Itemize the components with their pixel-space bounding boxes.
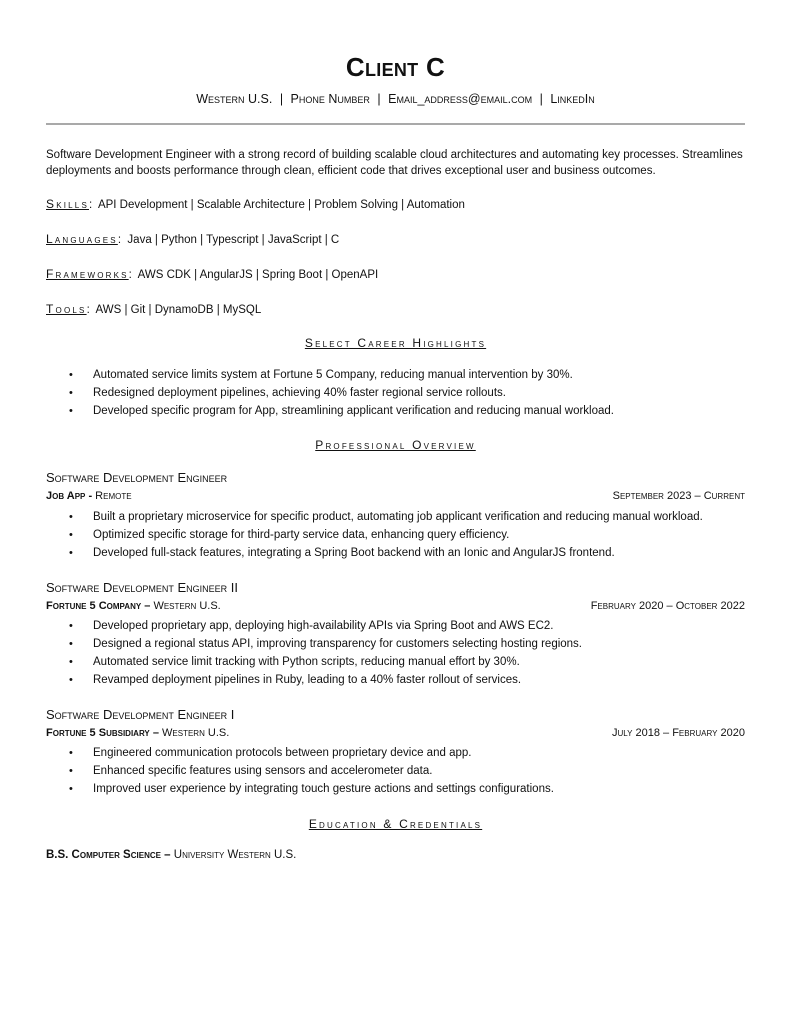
section-title-overview [0, 438, 791, 452]
list-item-text: Automated service limit tracking with Python scripts, reducing manual effort by 30%. [93, 656, 520, 668]
list-item-text: Automated service limits system at Fortune 5 Company, reducing manual intervention by 30%. [93, 369, 573, 381]
bullet-icon: • [69, 369, 73, 381]
education-entry [46, 849, 296, 861]
tools-line: Tools: AWS | Git | DynamoDB | MySQL [46, 302, 262, 316]
bullet-icon: • [69, 405, 73, 417]
job-title: Software Development Engineer [46, 470, 228, 485]
company-text: Job App - [46, 490, 93, 502]
list-item-text: Developed proprietary app, deploying high-availability APIs via Spring Boot and AWS EC2. [93, 620, 554, 632]
list-item [46, 762, 746, 780]
languages-line: Languages: Java | Python | Typescript | JavaScript | C [46, 232, 340, 246]
list-item [46, 617, 746, 635]
school: University Western U.S. [173, 849, 297, 861]
contact-phone: Phone Number [290, 92, 370, 106]
contact-linkedin: LinkedIn [550, 92, 595, 106]
list-item-text: Developed specific program for App, streamlining applicant verification and reducing manual workload. [93, 405, 614, 417]
company-text: Fortune 5 Company – [46, 600, 151, 612]
tools-value: AWS | Git | DynamoDB | MySQL [95, 304, 262, 316]
company-text: Fortune 5 Subsidiary – [46, 727, 159, 739]
contact-line [0, 92, 791, 106]
degree: B.S. Computer Science – [46, 849, 171, 861]
job-meta-row [46, 600, 745, 612]
list-item [46, 671, 746, 689]
list-item [46, 366, 746, 384]
contact-email: Email_address@email.com [388, 92, 533, 106]
bullet-icon: • [69, 765, 73, 777]
list-item [46, 508, 746, 526]
section-title-text: Professional Overview [315, 438, 476, 452]
list-item-text: Developed full-stack features, integrating a Spring Boot backend with an Ionic and AngularJS frontend. [93, 547, 615, 559]
company-name [46, 600, 221, 612]
professional-summary: Software Development Engineer with a strong record of building scalable cloud architectures and automating key processes. Streamlines deployments and boosts performance through clean, efficient code that drives exceptional user and business outcomes. [46, 149, 743, 177]
contact-location: Western U.S. [196, 92, 273, 106]
job-location: Remote [95, 490, 132, 502]
list-item-text: Enhanced specific features using sensors and accelerometer data. [93, 765, 433, 777]
list-item [46, 635, 746, 653]
bullet-icon: • [69, 783, 73, 795]
bullet-icon: • [69, 529, 73, 541]
company-name [46, 727, 229, 739]
tools-label: Tools [46, 302, 87, 316]
job-title: Software Development Engineer I [46, 707, 235, 722]
bullet-icon: • [69, 547, 73, 559]
languages-value: Java | Python | Typescript | JavaScript | C [127, 234, 340, 246]
languages-label: Languages [46, 232, 118, 246]
contact-separator: | [539, 92, 543, 106]
contact-separator: | [377, 92, 381, 106]
bullet-icon: • [69, 674, 73, 686]
list-item-text: Optimized specific storage for third-party service data, enhancing query efficiency. [93, 529, 510, 541]
list-item-text: Improved user experience by integrating touch gesture actions and settings configurations. [93, 783, 554, 795]
job-meta-row [46, 727, 745, 739]
list-item [46, 384, 746, 402]
candidate-name: Client C [345, 52, 446, 82]
bullet-icon: • [69, 747, 73, 759]
list-item [46, 653, 746, 671]
job-meta-row [46, 490, 745, 502]
job-bullets [46, 744, 746, 798]
bullet-icon: • [69, 511, 73, 523]
bullet-icon: • [69, 656, 73, 668]
section-title-highlights [0, 336, 791, 350]
job-location: Western U.S. [162, 727, 230, 739]
frameworks-value: AWS CDK | AngularJS | Spring Boot | OpenAPI [137, 269, 379, 281]
header-divider [46, 123, 745, 125]
section-title-text: Education & Credentials [308, 817, 483, 831]
list-item [46, 780, 746, 798]
job-bullets [46, 508, 746, 562]
skills-value: API Development | Scalable Architecture | Problem Solving | Automation [97, 199, 465, 211]
job-dates: February 2020 – October 2022 [590, 600, 745, 612]
job-location: Western U.S. [153, 600, 221, 612]
highlights-list [46, 366, 746, 420]
bullet-icon: • [69, 387, 73, 399]
section-title-text: Select Career Highlights [304, 336, 487, 350]
list-item [46, 526, 746, 544]
job-dates: September 2023 – Current [612, 490, 745, 502]
job-bullets [46, 617, 746, 689]
job-title: Software Development Engineer II [46, 580, 238, 595]
list-item-text: Redesigned deployment pipelines, achieving 40% faster regional service rollouts. [93, 387, 506, 399]
list-item-text: Built a proprietary microservice for specific product, automating job applicant verification and reducing manual workload. [93, 511, 703, 523]
frameworks-label: Frameworks [46, 267, 129, 281]
section-title-education [0, 817, 791, 831]
list-item-text: Revamped deployment pipelines in Ruby, leading to a 40% faster rollout of services. [93, 674, 522, 686]
skills-line: Skills: API Development | Scalable Architecture | Problem Solving | Automation [46, 197, 465, 211]
list-item [46, 744, 746, 762]
list-item [46, 544, 746, 562]
company-name [46, 490, 132, 502]
job-dates: July 2018 – February 2020 [611, 727, 745, 739]
bullet-icon: • [69, 620, 73, 632]
list-item [46, 402, 746, 420]
frameworks-line: Frameworks: AWS CDK | AngularJS | Spring Boot | OpenAPI [46, 267, 379, 281]
list-item-text: Engineered communication protocols between proprietary device and app. [93, 747, 472, 759]
list-item-text: Designed a regional status API, improving transparency for customers selecting hosting regions. [93, 638, 583, 650]
skills-label: Skills [46, 197, 89, 211]
bullet-icon: • [69, 638, 73, 650]
contact-separator: | [279, 92, 284, 106]
